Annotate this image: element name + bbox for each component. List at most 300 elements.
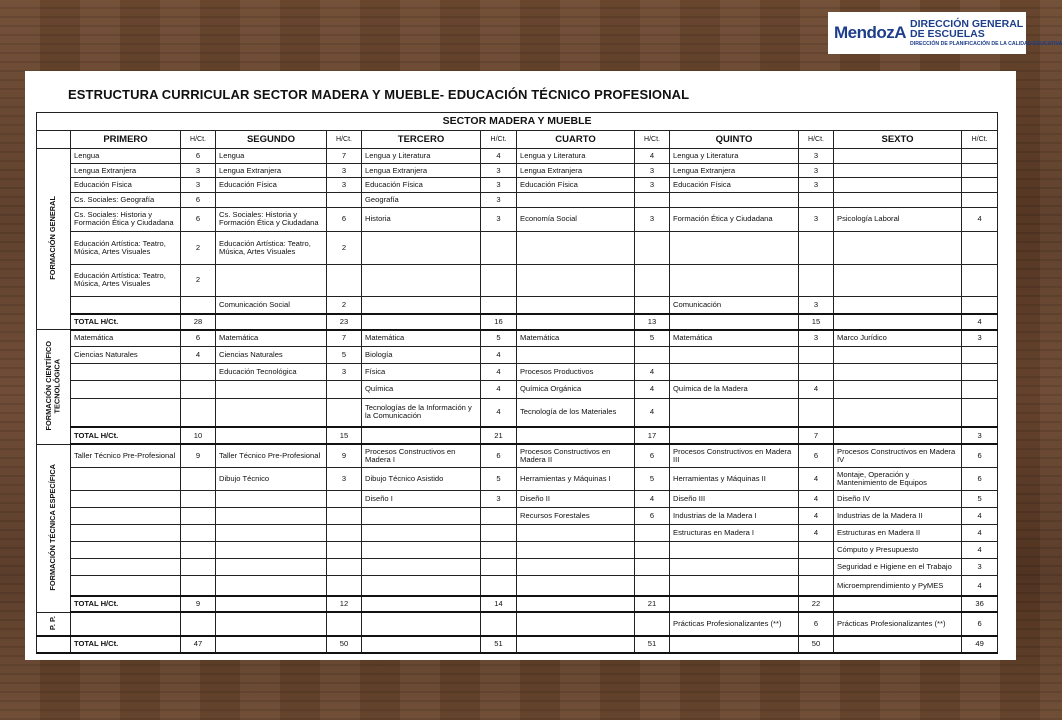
subject-cell: Ciencias Naturales	[71, 347, 181, 364]
subject-cell	[834, 178, 962, 193]
total-value: 21	[635, 596, 670, 612]
subject-cell	[71, 559, 181, 576]
subject-cell: Matemática	[670, 330, 799, 347]
subject-row	[37, 542, 998, 559]
hours-cell	[181, 559, 216, 576]
hours-cell	[481, 264, 517, 297]
hours-cell	[962, 231, 998, 264]
subject-row	[37, 398, 998, 427]
total-label	[834, 427, 962, 444]
subject-cell	[71, 364, 181, 381]
subject-cell	[362, 264, 481, 297]
subject-cell: Educación Artística: Teatro, Música, Artes Visuales	[216, 231, 327, 264]
hours-cell: 3	[181, 163, 216, 178]
hours-cell	[481, 542, 517, 559]
year-header: PRIMERO	[71, 131, 181, 149]
subject-row	[37, 330, 998, 347]
group-label: P. P.	[48, 615, 58, 630]
subject-cell	[216, 508, 327, 525]
hours-cell: 4	[635, 398, 670, 427]
hours-cell	[181, 542, 216, 559]
hours-cell: 4	[962, 542, 998, 559]
hours-cell: 6	[635, 444, 670, 468]
total-label: TOTAL H/Ct.	[71, 427, 181, 444]
hct-header: H/Ct.	[799, 131, 834, 149]
subject-cell	[71, 612, 181, 636]
subject-cell	[71, 398, 181, 427]
subject-cell: Educación Física	[362, 178, 481, 193]
hours-cell: 4	[799, 508, 834, 525]
subject-cell: Lengua	[216, 149, 327, 164]
grand-total-label: TOTAL H/Ct.	[71, 636, 181, 653]
hours-cell	[327, 508, 362, 525]
hours-cell	[181, 297, 216, 314]
subject-cell	[517, 559, 635, 576]
subject-cell: Matemática	[71, 330, 181, 347]
subject-cell	[670, 231, 799, 264]
hours-cell: 2	[327, 231, 362, 264]
total-label	[362, 596, 481, 612]
subject-cell: Lengua Extranjera	[71, 163, 181, 178]
hours-cell: 4	[635, 381, 670, 398]
hours-cell	[327, 264, 362, 297]
total-value: 21	[481, 427, 517, 444]
hours-cell: 3	[327, 163, 362, 178]
total-value: 22	[799, 596, 834, 612]
hours-cell: 4	[962, 525, 998, 542]
hours-cell: 2	[181, 264, 216, 297]
subject-cell: Comunicación	[670, 297, 799, 314]
subject-cell	[216, 542, 327, 559]
hours-cell: 6	[799, 444, 834, 468]
hours-cell: 3	[481, 491, 517, 508]
subject-cell	[517, 193, 635, 208]
hours-cell	[181, 508, 216, 525]
grand-total-label	[216, 636, 327, 653]
subject-cell	[517, 612, 635, 636]
group-label-cell	[37, 149, 71, 330]
hours-cell	[635, 297, 670, 314]
hours-cell: 3	[327, 178, 362, 193]
subject-cell	[216, 559, 327, 576]
subject-cell	[216, 193, 327, 208]
grand-total-value: 49	[962, 636, 998, 653]
logo-brand: MendozA	[834, 23, 907, 42]
subject-row	[37, 576, 998, 597]
hours-cell	[327, 542, 362, 559]
subject-cell	[71, 508, 181, 525]
hours-cell	[962, 381, 998, 398]
subject-cell: Cómputo y Presupuesto	[834, 542, 962, 559]
year-header: CUARTO	[517, 131, 635, 149]
total-value: 12	[327, 596, 362, 612]
total-row	[37, 427, 998, 444]
hours-cell	[181, 468, 216, 491]
total-label	[216, 596, 327, 612]
hours-cell	[181, 612, 216, 636]
hours-cell	[635, 347, 670, 364]
hours-cell	[962, 264, 998, 297]
hours-cell: 5	[635, 330, 670, 347]
subject-cell	[834, 149, 962, 164]
subject-cell: Educación Artística: Teatro, Música, Artes Visuales	[71, 231, 181, 264]
subject-cell	[670, 264, 799, 297]
year-header: TERCERO	[362, 131, 481, 149]
subject-cell	[517, 525, 635, 542]
total-label	[670, 427, 799, 444]
hours-cell: 7	[327, 149, 362, 164]
subject-cell: Prácticas Profesionalizantes (**)	[834, 612, 962, 636]
grand-total-value: 50	[327, 636, 362, 653]
subject-cell: Lengua y Literatura	[517, 149, 635, 164]
subject-row	[37, 468, 998, 491]
hours-cell: 3	[799, 207, 834, 231]
subject-cell: Diseño III	[670, 491, 799, 508]
grand-total-value: 51	[481, 636, 517, 653]
year-header: SEXTO	[834, 131, 962, 149]
subject-cell: Montaje, Operación y Mantenimiento de Equipos	[834, 468, 962, 491]
subject-cell: Herramientas y Máquinas I	[517, 468, 635, 491]
subject-cell: Dibujo Técnico	[216, 468, 327, 491]
hours-cell: 4	[799, 468, 834, 491]
hours-cell: 3	[635, 178, 670, 193]
hours-cell	[962, 149, 998, 164]
hours-cell: 6	[962, 468, 998, 491]
total-value: 4	[962, 314, 998, 330]
subject-cell: Economía Social	[517, 207, 635, 231]
hours-cell: 4	[481, 398, 517, 427]
group-label-cell	[37, 444, 71, 612]
hours-cell	[327, 491, 362, 508]
subject-cell: Lengua Extranjera	[670, 163, 799, 178]
subject-cell: Procesos Constructivos en Madera II	[517, 444, 635, 468]
curriculum-table	[36, 112, 998, 654]
subject-cell	[517, 264, 635, 297]
subject-cell: Educación Física	[517, 178, 635, 193]
hours-cell: 6	[181, 193, 216, 208]
grand-total-value: 50	[799, 636, 834, 653]
total-value: 15	[327, 427, 362, 444]
hours-cell	[327, 193, 362, 208]
hours-cell	[635, 525, 670, 542]
hours-cell: 4	[481, 149, 517, 164]
logo-line3: DIRECCIÓN DE PLANIFICACIÓN DE LA CALIDAD EDUCATIVA	[910, 40, 1062, 47]
subject-cell: Lengua	[71, 149, 181, 164]
hours-cell: 4	[962, 207, 998, 231]
subject-cell	[362, 525, 481, 542]
hours-cell	[635, 542, 670, 559]
hours-cell	[799, 559, 834, 576]
year-header-row	[37, 131, 998, 149]
subject-cell: Lengua Extranjera	[517, 163, 635, 178]
subject-cell	[834, 364, 962, 381]
subject-cell: Biología	[362, 347, 481, 364]
subject-cell: Lengua y Literatura	[670, 149, 799, 164]
subject-cell: Tecnologías de la Información y la Comunicación	[362, 398, 481, 427]
hours-cell	[962, 163, 998, 178]
subject-cell: Dibujo Técnico Asistido	[362, 468, 481, 491]
subject-cell: Cs. Sociales: Geografía	[71, 193, 181, 208]
subject-cell: Diseño IV	[834, 491, 962, 508]
hours-cell	[481, 231, 517, 264]
subject-cell: Comunicación Social	[216, 297, 327, 314]
subject-cell: Psicología Laboral	[834, 207, 962, 231]
subject-cell: Diseño I	[362, 491, 481, 508]
hours-cell	[635, 231, 670, 264]
total-label	[362, 427, 481, 444]
hours-cell: 3	[481, 193, 517, 208]
subject-cell: Estructuras en Madera II	[834, 525, 962, 542]
grand-total-label	[670, 636, 799, 653]
hours-cell: 6	[481, 444, 517, 468]
hours-cell	[327, 525, 362, 542]
hours-cell	[181, 398, 216, 427]
hours-cell	[799, 364, 834, 381]
hours-cell	[481, 297, 517, 314]
total-label	[362, 314, 481, 330]
subject-row	[37, 163, 998, 178]
total-label	[216, 314, 327, 330]
hours-cell: 4	[481, 347, 517, 364]
subject-cell: Procesos Productivos	[517, 364, 635, 381]
subject-cell	[71, 468, 181, 491]
total-value: 23	[327, 314, 362, 330]
sector-title: SECTOR MADERA Y MUEBLE	[37, 113, 998, 131]
hours-cell: 2	[181, 231, 216, 264]
subject-cell: Educación Física	[670, 178, 799, 193]
group-label-line: FORMACIÓN CIENTÍFICO	[43, 341, 53, 431]
sector-row	[37, 113, 998, 131]
hours-cell: 5	[635, 468, 670, 491]
hours-cell: 6	[181, 207, 216, 231]
hours-cell: 5	[481, 468, 517, 491]
hours-cell: 4	[799, 381, 834, 398]
grand-total-value: 51	[635, 636, 670, 653]
hours-cell	[635, 559, 670, 576]
hours-cell: 4	[481, 364, 517, 381]
subject-cell: Lengua Extranjera	[362, 163, 481, 178]
subject-cell: Herramientas y Máquinas II	[670, 468, 799, 491]
total-label	[216, 427, 327, 444]
subject-cell	[517, 576, 635, 597]
total-label	[517, 596, 635, 612]
subject-cell: Estructuras en Madera I	[670, 525, 799, 542]
hours-cell: 6	[635, 508, 670, 525]
grand-total-row	[37, 636, 998, 653]
hours-cell: 3	[799, 163, 834, 178]
subject-cell	[362, 542, 481, 559]
hours-cell: 3	[962, 330, 998, 347]
mendoza-dge-logo	[828, 12, 1062, 54]
subject-row	[37, 364, 998, 381]
subject-cell	[71, 381, 181, 398]
total-value: 9	[181, 596, 216, 612]
hours-cell: 3	[635, 163, 670, 178]
hours-cell	[327, 398, 362, 427]
subject-cell	[71, 491, 181, 508]
subject-row	[37, 178, 998, 193]
hours-cell	[481, 576, 517, 597]
subject-cell: Procesos Constructivos en Madera IV	[834, 444, 962, 468]
subject-cell	[216, 381, 327, 398]
hours-cell	[962, 398, 998, 427]
subject-cell: Taller Técnico Pre-Profesional	[216, 444, 327, 468]
hours-cell	[962, 347, 998, 364]
hours-cell: 6	[181, 149, 216, 164]
year-header: QUINTO	[670, 131, 799, 149]
subject-cell	[71, 525, 181, 542]
hours-cell	[181, 364, 216, 381]
subject-row	[37, 525, 998, 542]
hours-cell: 3	[962, 559, 998, 576]
subject-cell: Cs. Sociales: Historia y Formación Ética y Ciudadana	[216, 207, 327, 231]
hours-cell	[181, 576, 216, 597]
subject-cell	[670, 193, 799, 208]
subject-cell: Historia	[362, 207, 481, 231]
subject-cell: Formación Ética y Ciudadana	[670, 207, 799, 231]
subject-cell	[834, 193, 962, 208]
total-value: 36	[962, 596, 998, 612]
hours-cell: 4	[799, 491, 834, 508]
subject-cell: Seguridad e Higiene en el Trabajo	[834, 559, 962, 576]
total-label	[517, 314, 635, 330]
hours-cell	[635, 193, 670, 208]
subject-cell	[834, 398, 962, 427]
grand-total-label	[517, 636, 635, 653]
hct-header: H/Ct.	[481, 131, 517, 149]
hours-cell	[962, 364, 998, 381]
subject-cell	[834, 347, 962, 364]
subject-cell: Procesos Constructivos en Madera I	[362, 444, 481, 468]
hours-cell: 3	[481, 163, 517, 178]
total-label	[834, 314, 962, 330]
total-row	[37, 314, 998, 330]
hours-cell	[635, 264, 670, 297]
subject-cell	[71, 297, 181, 314]
subject-cell	[362, 576, 481, 597]
subject-cell	[670, 576, 799, 597]
hours-cell	[481, 525, 517, 542]
subject-cell	[670, 542, 799, 559]
year-header: SEGUNDO	[216, 131, 327, 149]
hours-cell	[799, 264, 834, 297]
subject-row	[37, 264, 998, 297]
subject-cell: Tecnología de los Materiales	[517, 398, 635, 427]
hours-cell	[327, 576, 362, 597]
subject-row	[37, 297, 998, 314]
subject-cell	[517, 542, 635, 559]
hours-cell	[962, 193, 998, 208]
hours-cell: 3	[799, 149, 834, 164]
subject-cell	[71, 542, 181, 559]
subject-cell	[362, 297, 481, 314]
subject-cell	[834, 264, 962, 297]
group-label-line: TECNOLÓGICA	[52, 358, 62, 414]
total-value: 7	[799, 427, 834, 444]
hours-cell	[481, 508, 517, 525]
subject-cell	[216, 491, 327, 508]
group-label	[45, 341, 62, 431]
hours-cell: 6	[962, 612, 998, 636]
total-label: TOTAL H/Ct.	[71, 596, 181, 612]
hct-header: H/Ct.	[962, 131, 998, 149]
subject-cell	[71, 576, 181, 597]
subject-cell	[362, 508, 481, 525]
hours-cell	[799, 542, 834, 559]
subject-cell: Química	[362, 381, 481, 398]
subject-row	[37, 612, 998, 636]
subject-cell: Química Orgánica	[517, 381, 635, 398]
hours-cell: 4	[635, 364, 670, 381]
hct-header: H/Ct.	[181, 131, 216, 149]
subject-cell: Taller Técnico Pre-Profesional	[71, 444, 181, 468]
hours-cell: 5	[481, 330, 517, 347]
subject-cell	[834, 297, 962, 314]
total-value: 14	[481, 596, 517, 612]
subject-cell	[670, 398, 799, 427]
hours-cell	[799, 231, 834, 264]
subject-cell	[517, 231, 635, 264]
subject-row	[37, 508, 998, 525]
total-value: 13	[635, 314, 670, 330]
hct-header: H/Ct.	[327, 131, 362, 149]
subject-cell: Marco Jurídico	[834, 330, 962, 347]
subject-cell	[362, 231, 481, 264]
hours-cell: 9	[327, 444, 362, 468]
hours-cell: 4	[962, 576, 998, 597]
hours-cell	[327, 381, 362, 398]
hours-cell	[181, 491, 216, 508]
hours-cell	[327, 612, 362, 636]
subject-cell	[362, 612, 481, 636]
hours-cell: 4	[181, 347, 216, 364]
hours-cell: 3	[481, 207, 517, 231]
grand-total-side	[37, 636, 71, 653]
hours-cell: 3	[799, 330, 834, 347]
subject-cell: Lengua Extranjera	[216, 163, 327, 178]
subject-cell: Educación Física	[71, 178, 181, 193]
subject-row	[37, 207, 998, 231]
subject-cell	[670, 364, 799, 381]
total-value: 10	[181, 427, 216, 444]
subject-row	[37, 491, 998, 508]
subject-cell: Educación Física	[216, 178, 327, 193]
hours-cell: 3	[181, 178, 216, 193]
hours-cell: 3	[799, 297, 834, 314]
logo-text	[910, 19, 1062, 47]
total-label	[517, 427, 635, 444]
grand-total-value: 47	[181, 636, 216, 653]
hours-cell: 5	[327, 347, 362, 364]
total-row	[37, 596, 998, 612]
hours-cell: 4	[799, 525, 834, 542]
hours-cell: 6	[181, 330, 216, 347]
subject-cell	[834, 163, 962, 178]
total-value: 28	[181, 314, 216, 330]
hours-cell: 4	[635, 491, 670, 508]
subject-cell: Matemática	[362, 330, 481, 347]
hours-cell	[481, 559, 517, 576]
total-label	[670, 314, 799, 330]
subject-row	[37, 231, 998, 264]
grand-total-label	[834, 636, 962, 653]
subject-cell: Industrias de la Madera I	[670, 508, 799, 525]
subject-cell	[517, 347, 635, 364]
hours-cell: 6	[799, 612, 834, 636]
subject-cell	[216, 576, 327, 597]
group-label: FORMACIÓN GENERAL	[48, 196, 58, 281]
hours-cell: 6	[327, 207, 362, 231]
